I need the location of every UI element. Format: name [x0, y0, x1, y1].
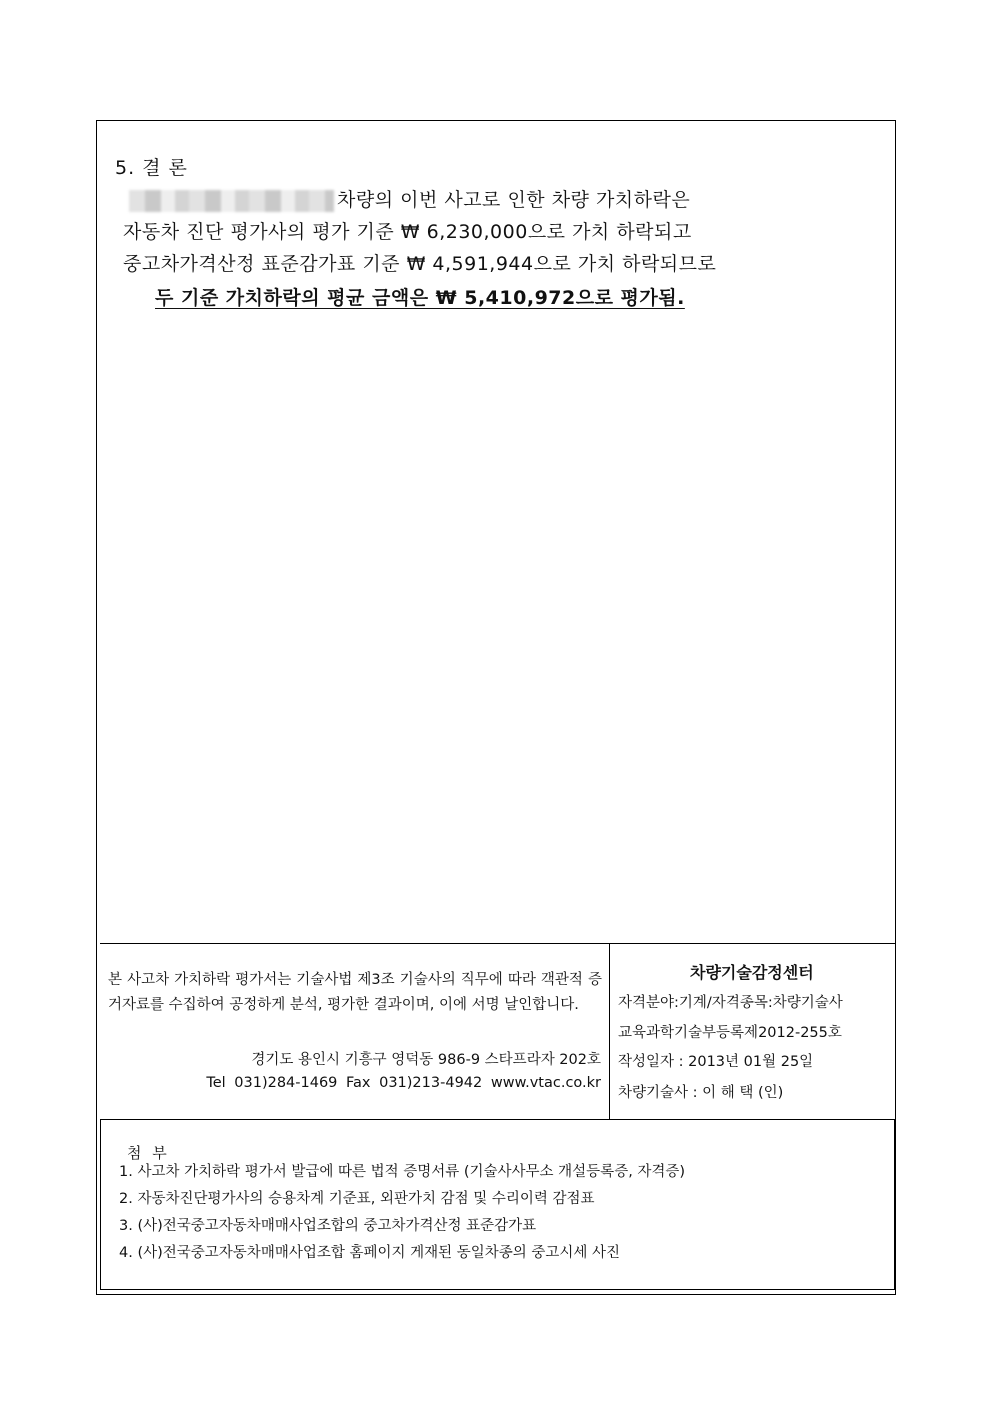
attachment-item: 1. 사고차 가치하락 평가서 발급에 따른 법적 증명서류 (기술사사무소 개설등록증, 자격증)	[119, 1164, 686, 1180]
conclusion-line-1-text: 차량의 이번 사고로 인한 차량 가치하락은	[337, 189, 691, 211]
conclusion-heading: 5. 결 론	[115, 157, 188, 179]
attachments-title: 첨 부	[127, 1144, 170, 1162]
signature-statement-cell	[100, 944, 610, 1119]
qualification: 자격분야:기계/자격종목:차량기술사	[618, 995, 843, 1011]
office-address: 경기도 용인시 기흥구 영덕동 986-9 스타프라자 202호	[251, 1052, 601, 1068]
attachment-item: 4. (사)전국중고자동차매매사업조합 홈페이지 게재된 동일차종의 중고시세 사진	[119, 1245, 621, 1261]
attachment-item: 3. (사)전국중고자동차매매사업조합의 중고차가격산정 표준감가표	[119, 1218, 537, 1234]
attachments-box	[100, 1120, 895, 1290]
conclusion-line-3: 중고차가격산정 표준감가표 기준 ₩ 4,591,944으로 가치 하락되므로	[123, 253, 717, 275]
engineer-signature: 차량기술사 : 이 해 택 (인)	[618, 1085, 784, 1101]
office-contact: Tel 031)284-1469 Fax 031)213-4942 www.vtac.co.kr	[206, 1075, 601, 1091]
center-name: 차량기술감정센터	[690, 963, 814, 982]
registration-number: 교육과학기술부등록제2012-255호	[618, 1025, 842, 1041]
issue-date: 작성일자 : 2013년 01월 25일	[618, 1054, 814, 1070]
signature-statement: 본 사고차 가치하락 평가서는 기술사법 제3조 기술사의 직무에 따라 객관적 증거자료를 수집하여 공정하게 분석, 평가한 결과이며, 이에 서명 날인합니다.	[108, 972, 602, 1013]
redacted-vehicle-id	[129, 190, 334, 212]
attachment-item: 2. 자동차진단평가사의 승용차계 기준표, 외판가치 감점 및 수리이력 감점표	[119, 1191, 595, 1207]
signature-box	[100, 943, 895, 1120]
conclusion-line-1	[129, 185, 690, 212]
conclusion-summary: 두 기준 가치하락의 평균 금액은 ₩ 5,410,972으로 평가됨.	[155, 287, 685, 309]
document-frame	[96, 120, 896, 1295]
conclusion-line-2: 자동차 진단 평가사의 평가 기준 ₩ 6,230,000으로 가치 하락되고	[123, 221, 692, 243]
